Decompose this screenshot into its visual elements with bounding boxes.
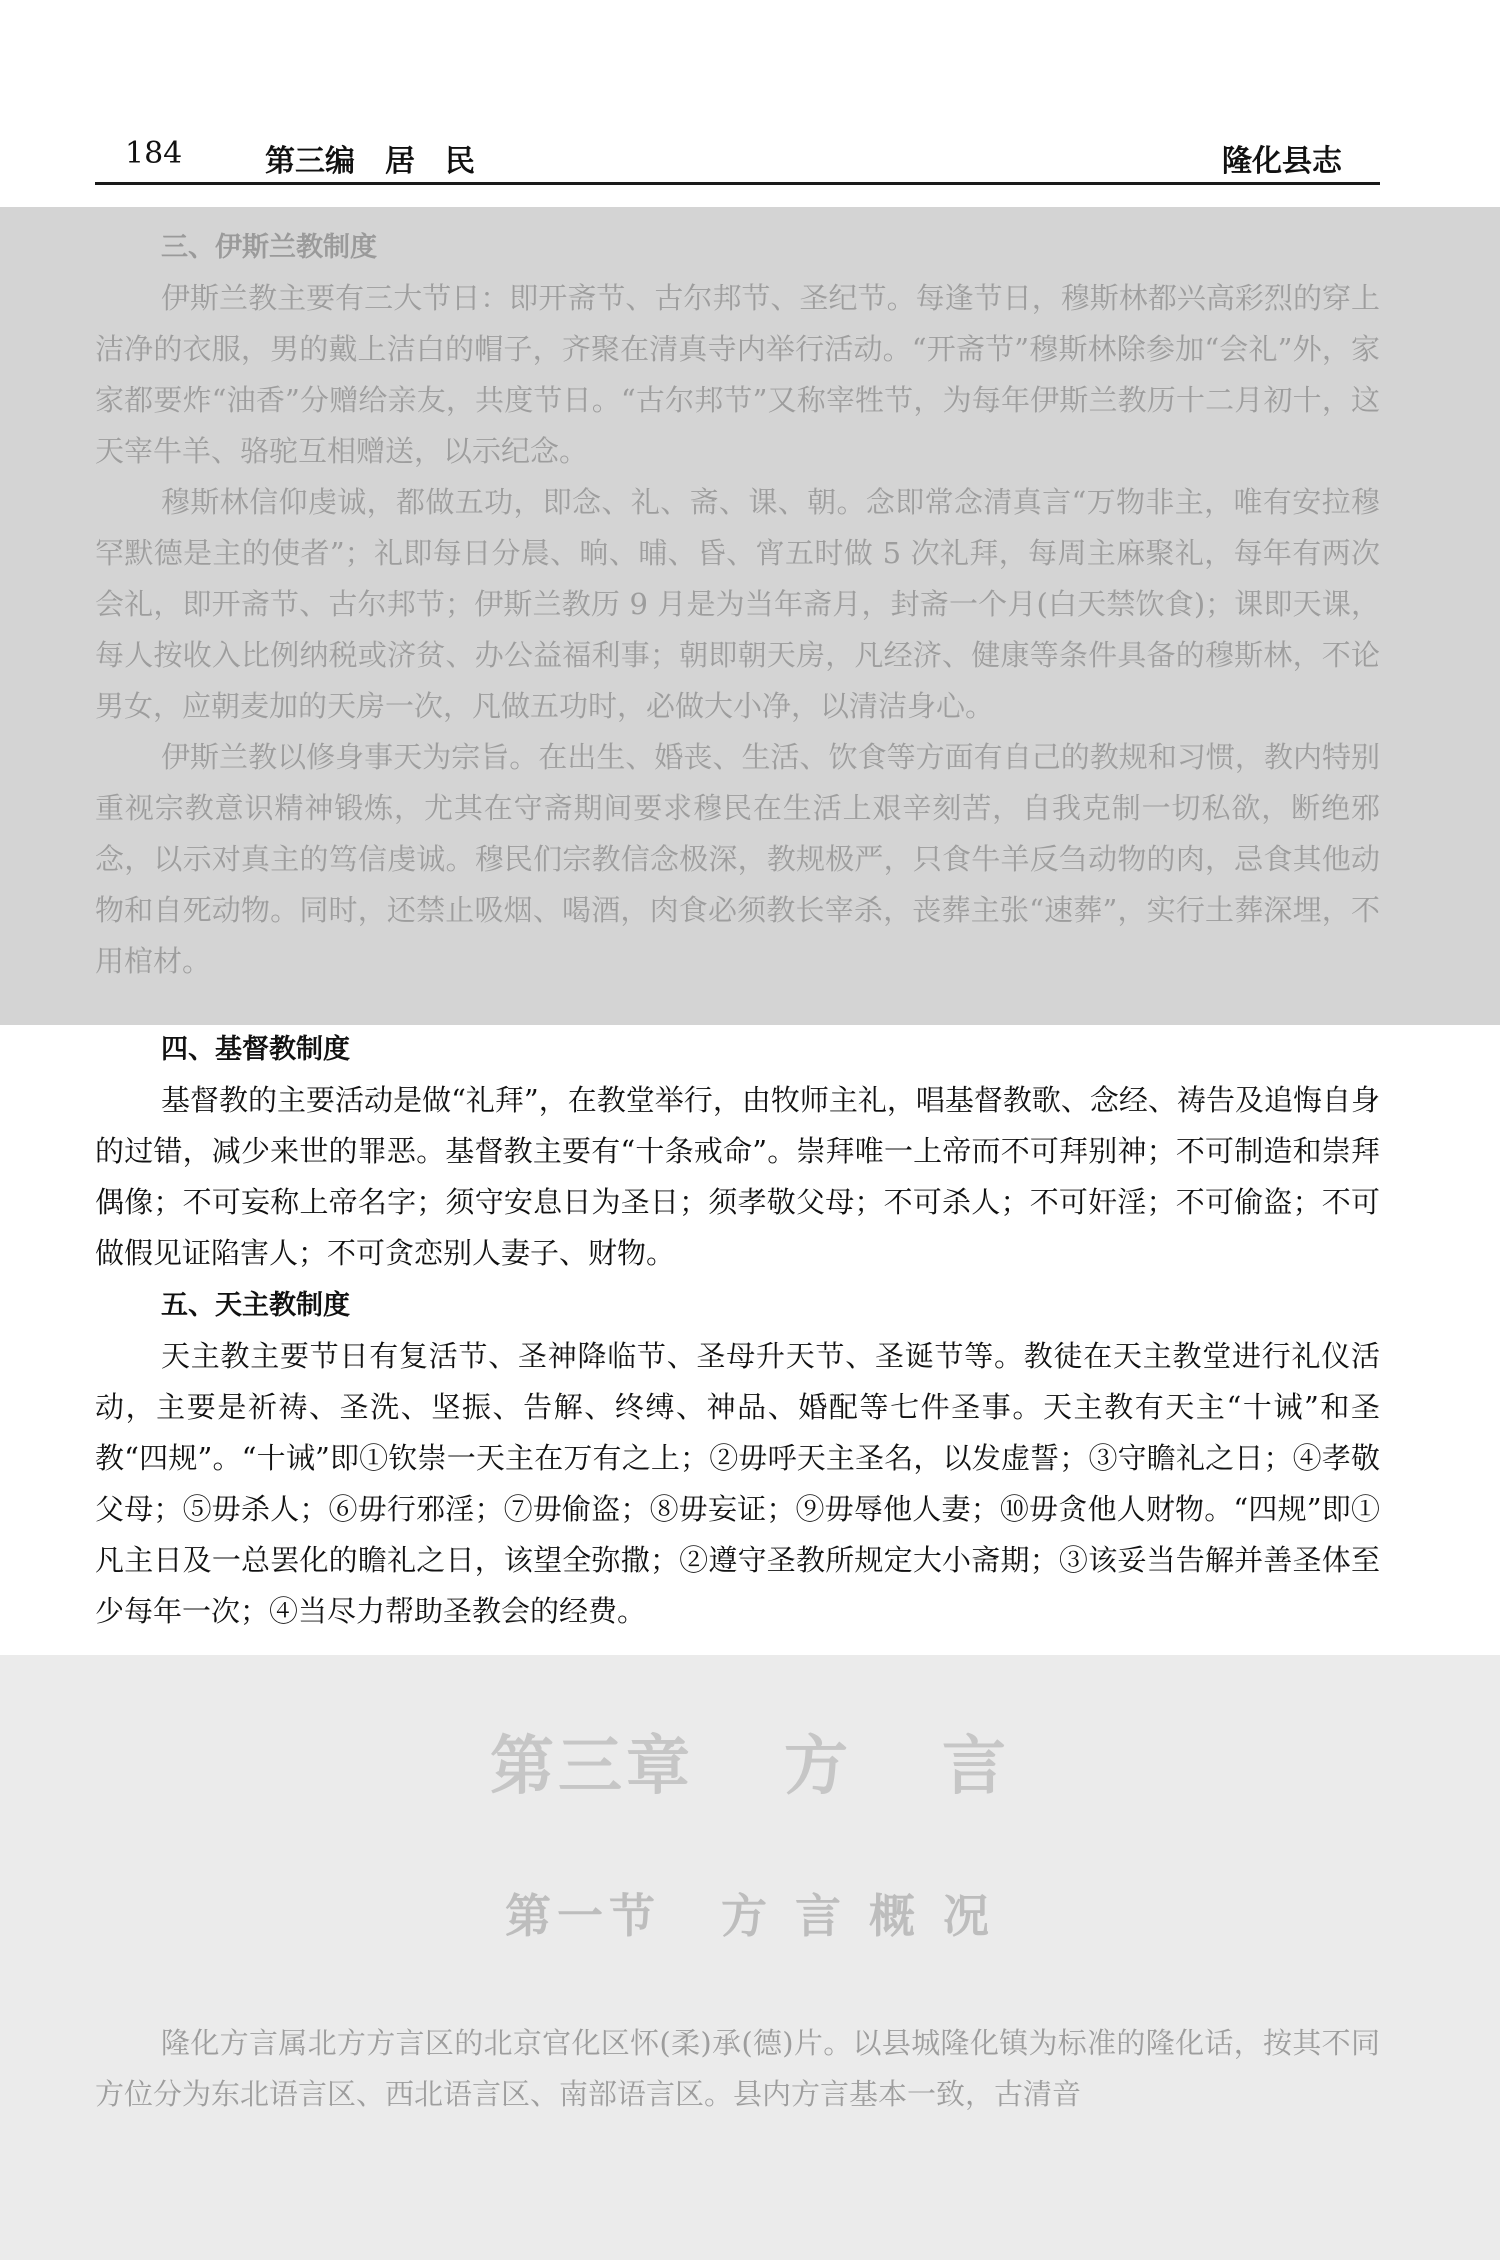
paragraph: 隆化方言属北方方言区的北京官化区怀(柔)承(德)片。以县城隆化镇为标准的隆化话，按其不同方位分为东北语言区、西北语言区、南部语言区。县内方言基本一致，古清音 [95,2026,1380,2111]
chapter-word-1: 方 [784,1729,852,1804]
page-number: 184 [125,136,183,171]
section-heading-catholicism: 五、天主教制度 [161,1290,350,1321]
paragraph: 天主教主要节日有复活节、圣神降临节、圣母升天节、圣诞节等。教徒在天主教堂进行礼仪活动，主要是祈祷、圣洗、坚振、告解、终缚、神品、婚配等七件圣事。天主教有天主“十诫”和圣教“四规”。“十诫”即①钦崇一天主在万有之上；②毋呼天主圣名，以发虚誓；③守瞻礼之日；④孝敬父母；⑤毋杀人；⑥毋行邪淫；⑦毋偷盗；⑧毋妄证；⑨毋辱他人妻；⑩毋贪他人财物。“四规”即①凡主日及一总罢化的瞻礼之日，该望全弥撒；②遵守圣教所规定大小斋期；③该妥当告解并善圣体至少每年一次；④当尽力帮助圣教会的经费。 [95,1339,1380,1628]
section-heading-islam: 三、伊斯兰教制度 [161,232,377,263]
section-name: 方 言 概 况 [720,1889,996,1943]
section-christianity [95,1024,1380,1279]
section-title [0,1880,1500,1946]
chapter-word-2: 言 [942,1729,1010,1804]
chapter-title [0,1715,1500,1807]
running-header [95,128,1380,185]
section-catholicism [95,1280,1380,1637]
paragraph: 基督教的主要活动是做“礼拜”，在教堂举行，由牧师主礼，唱基督教歌、念经、祷告及追悔自身的过错，减少来世的罪恶。基督教主要有“十条戒命”。崇拜唯一上帝而不可拜别神；不可制造和崇拜偶像；不可妄称上帝名字；须守安息日为圣日；须孝敬父母；不可杀人；不可奸淫；不可偷盗；不可做假见证陷害人；不可贪恋别人妻子、财物。 [95,1083,1380,1270]
book-title: 隆化县志 [1222,144,1342,179]
section-islam [95,222,1380,987]
chapter-number: 第三章 [490,1729,694,1804]
part-title: 第三编 居 民 [265,144,475,179]
section-dialect-intro [95,2018,1380,2120]
section-heading-christianity: 四、基督教制度 [161,1034,350,1065]
paragraph: 伊斯兰教主要有三大节日：即开斋节、古尔邦节、圣纪节。每逢节日，穆斯林都兴高彩烈的穿上洁净的衣服，男的戴上洁白的帽子，齐聚在清真寺内举行活动。“开斋节”穆斯林除参加“会礼”外，家家都要炸“油香”分赠给亲友，共度节日。“古尔邦节”又称宰牲节，为每年伊斯兰教历十二月初十，这天宰牛羊、骆驼互相赠送，以示纪念。 [95,281,1380,468]
section-number: 第一节 [504,1889,661,1943]
paragraph: 穆斯林信仰虔诚，都做五功，即念、礼、斋、课、朝。念即常念清真言“万物非主，唯有安拉穆罕默德是主的使者”；礼即每日分晨、晌、晡、昏、宵五时做 5 次礼拜，每周主麻聚礼，每年有两次会礼，即开斋节、古尔邦节；伊斯兰教历 9 月是为当年斋月，封斋一个月(白天禁饮食)；课即天课，每人按收入比例纳税或济贫、办公益福利事；朝即朝天房，凡经济、健康等条件具备的穆斯林，不论男女，应朝麦加的天房一次，凡做五功时，必做大小净，以清洁身心。 [95,485,1380,723]
paragraph: 伊斯兰教以修身事天为宗旨。在出生、婚丧、生活、饮食等方面有自己的教规和习惯，教内特别重视宗教意识精神锻炼，尤其在守斋期间要求穆民在生活上艰辛刻苦，自我克制一切私欲，断绝邪念，以示对真主的笃信虔诚。穆民们宗教信念极深，教规极严，只食牛羊反刍动物的肉，忌食其他动物和自死动物。同时，还禁止吸烟、喝酒，肉食必须教长宰杀，丧葬主张“速葬”，实行土葬深埋，不用棺材。 [95,740,1380,978]
